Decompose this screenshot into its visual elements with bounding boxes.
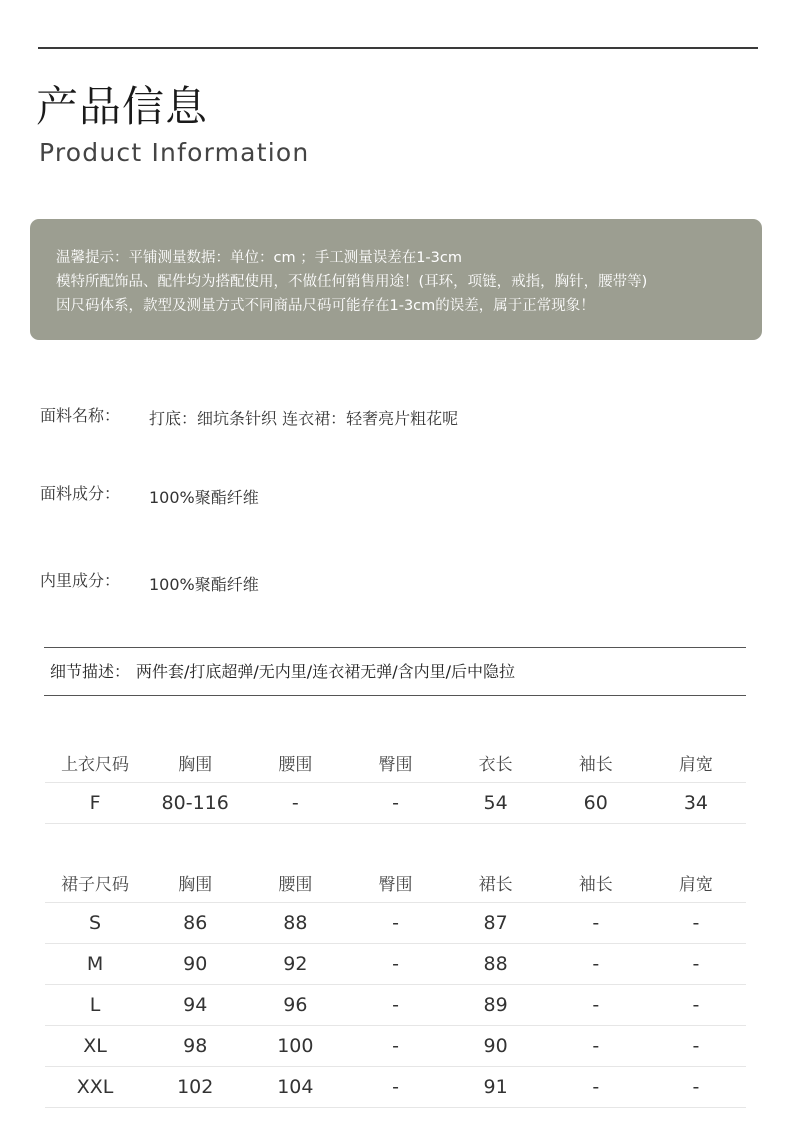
table-row <box>45 944 746 985</box>
top-divider <box>38 47 758 49</box>
notice-line: 因尺码体系，款型及测量方式不同商品尺码可能存在1-3cm的误差，属于正常现象！ <box>56 298 595 314</box>
table-cell: - <box>546 1026 646 1067</box>
table-cell: 100 <box>245 1026 345 1067</box>
table-cell: - <box>646 1067 746 1108</box>
detail-description <box>50 659 515 682</box>
table-cell: 94 <box>145 985 245 1026</box>
table-cell: - <box>546 903 646 944</box>
spec-label: 内里成分： <box>40 571 121 590</box>
table-cell: - <box>546 1067 646 1108</box>
table-cell: - <box>546 944 646 985</box>
table-cell: - <box>345 944 445 985</box>
table-cell: 91 <box>446 1067 546 1108</box>
detail-bottom-divider <box>44 695 746 696</box>
header-cell: 肩宽 <box>646 742 746 783</box>
table-header-row <box>45 862 746 903</box>
header-cell: 衣长 <box>446 742 546 783</box>
table-cell: 98 <box>145 1026 245 1067</box>
table-cell: XL <box>45 1026 145 1067</box>
table-cell: - <box>345 903 445 944</box>
header-cell: 腰围 <box>245 742 345 783</box>
table-row <box>45 783 746 824</box>
table-cell: 86 <box>145 903 245 944</box>
table-cell: - <box>546 985 646 1026</box>
header-cell: 袖长 <box>546 862 646 903</box>
table-cell: 88 <box>446 944 546 985</box>
table-cell: 89 <box>446 985 546 1026</box>
notice-line: 温馨提示：平铺测量数据：单位：cm ；手工测量误差在1-3cm <box>56 250 462 266</box>
header-cell: 肩宽 <box>646 862 746 903</box>
table-row <box>45 985 746 1026</box>
table-cell: - <box>345 1067 445 1108</box>
header-cell: 上衣尺码 <box>45 742 145 783</box>
table-cell: F <box>45 783 145 824</box>
spec-value: 100%聚酯纤维 <box>149 575 259 594</box>
table-cell: 34 <box>646 783 746 824</box>
page-title: 产品信息 <box>36 82 209 131</box>
table-cell: 88 <box>245 903 345 944</box>
spec-value: 100%聚酯纤维 <box>149 488 259 507</box>
spec-value: 打底：细坑条针织 连衣裙：轻奢亮片粗花呢 <box>149 409 459 428</box>
spec-fabric-name <box>40 403 458 426</box>
table-cell: M <box>45 944 145 985</box>
spec-fabric-composition <box>40 481 259 507</box>
page-subtitle: Product Information <box>39 138 310 167</box>
table-cell: - <box>646 985 746 1026</box>
top-size-table <box>45 742 746 824</box>
table-row <box>45 903 746 944</box>
table-cell: 102 <box>145 1067 245 1108</box>
table-cell: 92 <box>245 944 345 985</box>
table-cell: 80-116 <box>145 783 245 824</box>
table-cell: 104 <box>245 1067 345 1108</box>
table-cell: 96 <box>245 985 345 1026</box>
table-header-row <box>45 742 746 783</box>
detail-top-divider <box>44 647 746 648</box>
header-cell: 臀围 <box>345 862 445 903</box>
notice-box <box>30 219 762 340</box>
header-cell: 胸围 <box>145 862 245 903</box>
header-cell: 腰围 <box>245 862 345 903</box>
skirt-size-table <box>45 862 746 1108</box>
detail-label: 细节描述： <box>50 662 131 681</box>
table-cell: - <box>345 783 445 824</box>
spec-lining-composition <box>40 568 259 594</box>
table-cell: 90 <box>446 1026 546 1067</box>
table-cell: - <box>646 903 746 944</box>
table-cell: 54 <box>446 783 546 824</box>
header-cell: 胸围 <box>145 742 245 783</box>
table-cell: - <box>245 783 345 824</box>
header-cell: 裙子尺码 <box>45 862 145 903</box>
table-cell: 60 <box>546 783 646 824</box>
table-cell: XXL <box>45 1067 145 1108</box>
table-row <box>45 1026 746 1067</box>
table-cell: 87 <box>446 903 546 944</box>
detail-value: 两件套/打底超弹/无内里/连衣裙无弹/含内里/后中隐拉 <box>136 662 515 681</box>
table-cell: - <box>345 1026 445 1067</box>
table-cell: - <box>646 1026 746 1067</box>
header-cell: 裙长 <box>446 862 546 903</box>
table-row <box>45 1067 746 1108</box>
header-cell: 袖长 <box>546 742 646 783</box>
spec-label: 面料名称： <box>40 406 121 425</box>
notice-line: 模特所配饰品、配件均为搭配使用，不做任何销售用途！(耳环，项链，戒指，胸针，腰带等) <box>56 274 648 290</box>
table-cell: S <box>45 903 145 944</box>
table-cell: L <box>45 985 145 1026</box>
spec-label: 面料成分： <box>40 484 121 503</box>
table-cell: 90 <box>145 944 245 985</box>
table-cell: - <box>646 944 746 985</box>
table-cell: - <box>345 985 445 1026</box>
header-cell: 臀围 <box>345 742 445 783</box>
